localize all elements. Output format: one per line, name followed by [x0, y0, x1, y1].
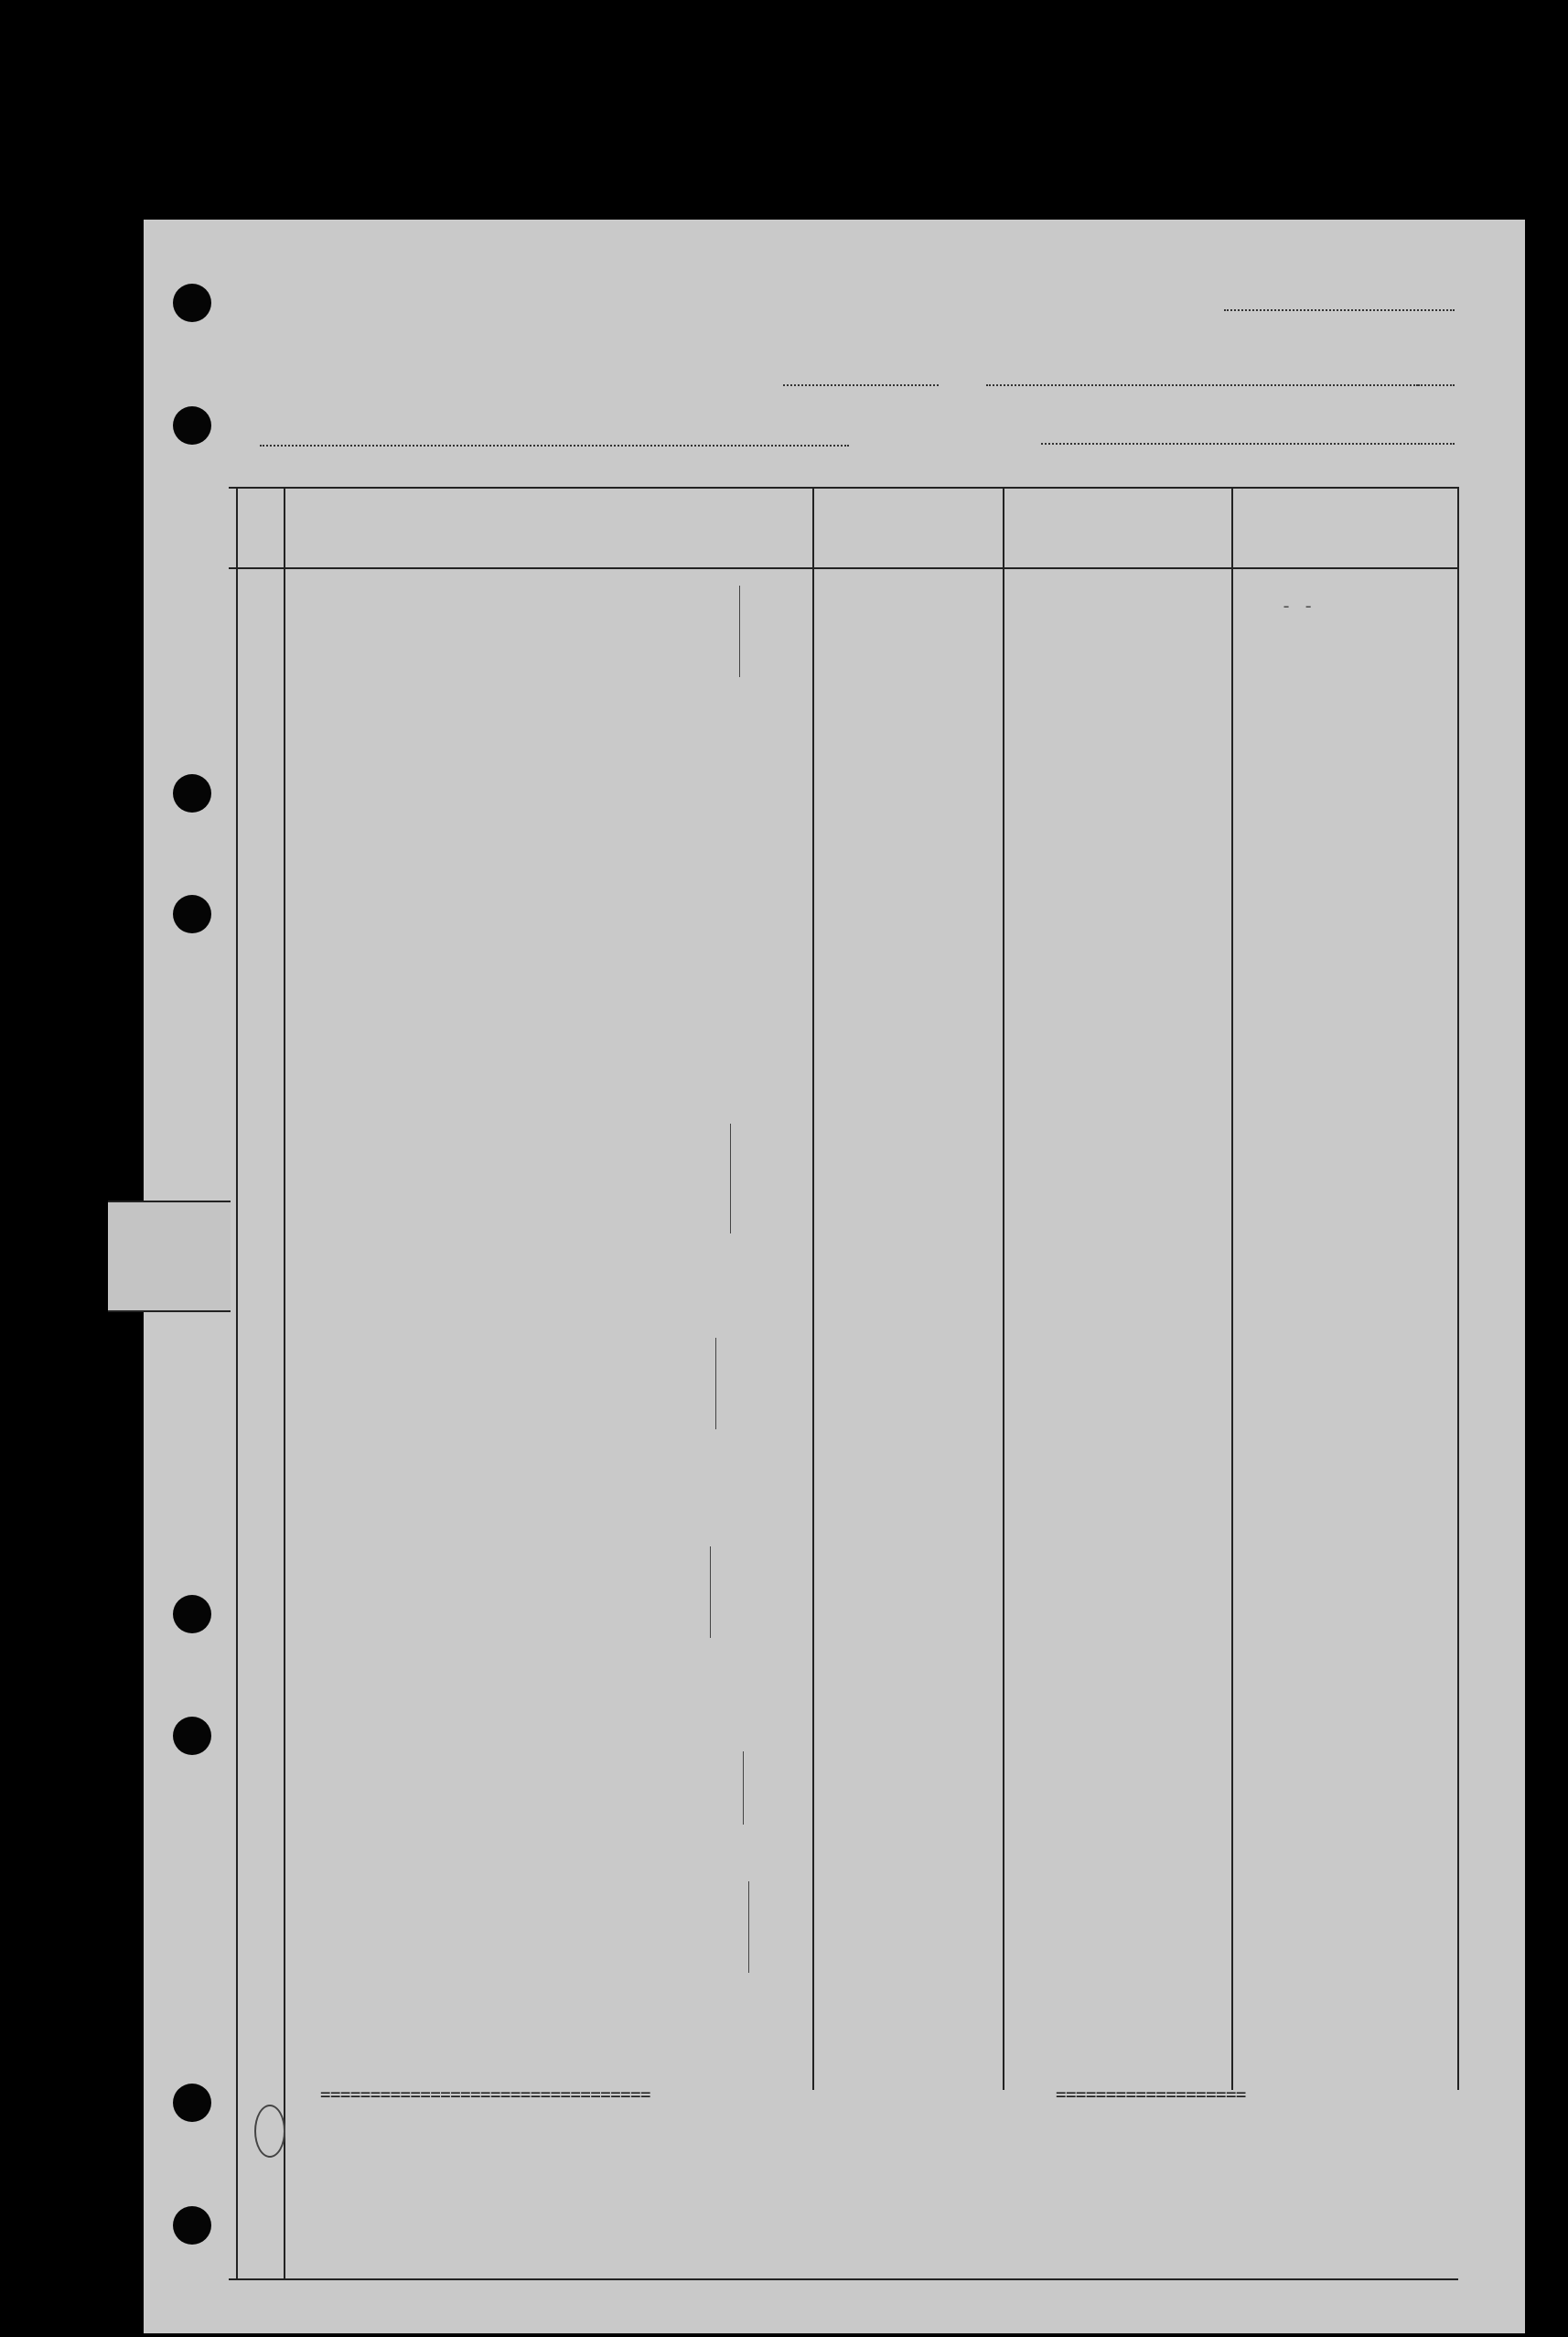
punch-hole [173, 2206, 211, 2245]
bracket-mark [739, 586, 740, 677]
punch-hole [173, 2084, 211, 2122]
from-line [986, 384, 1418, 386]
table-left-border [236, 487, 238, 2280]
punch-hole [173, 1595, 211, 1633]
embark-year-line [1418, 384, 1455, 386]
bracket-mark [730, 1124, 731, 1233]
arrival-line [1041, 443, 1420, 445]
manifest-sheet [144, 220, 1525, 2333]
table-bottom-border [229, 2278, 1458, 2280]
bracket-mark [715, 1338, 716, 1429]
punch-hole [173, 1717, 211, 1755]
lineno-divider [284, 487, 285, 2280]
punch-hole [173, 284, 211, 322]
bracket-mark [743, 1751, 744, 1825]
punch-hole [173, 774, 211, 813]
circle-mark-23 [254, 2105, 285, 2158]
tally-box [108, 1201, 231, 1312]
bracket-mark [710, 1546, 711, 1638]
arrival-year-line [1418, 443, 1455, 445]
manifest-no-line [1224, 309, 1455, 311]
closing-equals-right: =================== [1056, 2084, 1246, 2105]
vessel-line [260, 445, 849, 447]
closing-equals-left: ================================= [320, 2084, 650, 2105]
punch-hole [173, 406, 211, 445]
bracket-mark [748, 1881, 749, 1973]
doc-divider [1003, 487, 1004, 2090]
table-top-border [229, 487, 1458, 489]
baggage-divider [1231, 487, 1233, 2090]
name-divider [812, 487, 814, 2090]
header-bottom-border [229, 567, 1458, 569]
officer-mark-row1: - - [1281, 595, 1315, 617]
table-right-border [1457, 487, 1459, 2090]
punch-hole [173, 895, 211, 933]
class-line [783, 384, 939, 386]
